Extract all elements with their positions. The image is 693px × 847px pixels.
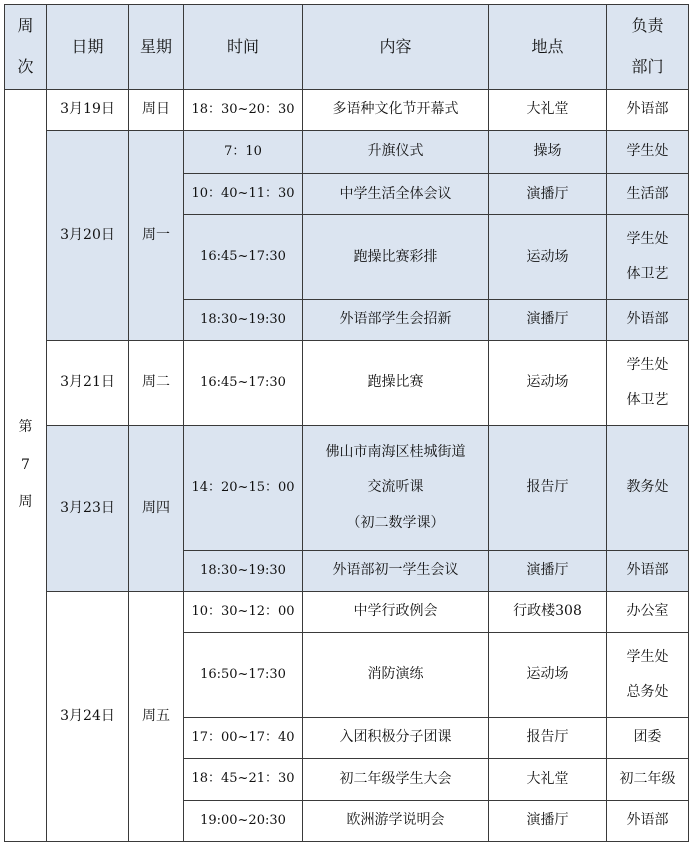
dept-cell: 外语部 — [607, 550, 689, 591]
weekday-cell: 周四 — [129, 425, 184, 591]
date-cell: 3月23日 — [47, 425, 129, 591]
header-dept: 负责 部门 — [607, 5, 689, 90]
content-cell: 消防演练 — [303, 633, 489, 718]
content-cell: 欧洲游学说明会 — [303, 800, 489, 841]
dept-cell: 外语部 — [607, 89, 689, 130]
location-cell: 报告厅 — [489, 717, 607, 758]
dept-cell: 办公室 — [607, 592, 689, 633]
location-cell: 大礼堂 — [489, 759, 607, 800]
header-date: 日期 — [47, 5, 129, 90]
time-cell: 16:45~17:30 — [184, 215, 303, 300]
table-row — [5, 341, 689, 426]
time-cell: 19:00~20:30 — [184, 800, 303, 841]
header-location: 地点 — [489, 5, 607, 90]
header-weekday: 星期 — [129, 5, 184, 90]
location-cell: 操场 — [489, 130, 607, 173]
time-cell: 17：00~17：40 — [184, 717, 303, 758]
content-cell: 跑操比赛 — [303, 341, 489, 426]
dept-cell: 学生处 体卫艺 — [607, 215, 689, 300]
time-cell: 16:50~17:30 — [184, 633, 303, 718]
time-cell: 18:30~19:30 — [184, 300, 303, 341]
date-cell: 3月21日 — [47, 341, 129, 426]
time-cell: 10：40~11：30 — [184, 174, 303, 215]
date-cell: 3月24日 — [47, 592, 129, 842]
content-cell: 外语部学生会招新 — [303, 300, 489, 341]
header-week: 周 次 — [5, 5, 47, 90]
dept-cell: 学生处 总务处 — [607, 633, 689, 718]
content-cell: 初二年级学生大会 — [303, 759, 489, 800]
location-cell: 行政楼308 — [489, 592, 607, 633]
weekday-cell: 周五 — [129, 592, 184, 842]
time-cell: 16:45~17:30 — [184, 341, 303, 426]
time-cell: 7：10 — [184, 130, 303, 173]
dept-cell: 团委 — [607, 717, 689, 758]
time-cell: 18：45~21：30 — [184, 759, 303, 800]
schedule-table — [4, 4, 689, 842]
location-cell: 演播厅 — [489, 800, 607, 841]
time-cell: 10：30~12：00 — [184, 592, 303, 633]
dept-cell: 学生处 体卫艺 — [607, 341, 689, 426]
location-cell: 大礼堂 — [489, 89, 607, 130]
date-cell: 3月19日 — [47, 89, 129, 130]
table-row — [5, 425, 689, 550]
location-cell: 运动场 — [489, 633, 607, 718]
content-cell: 外语部初一学生会议 — [303, 550, 489, 591]
dept-cell: 教务处 — [607, 425, 689, 550]
time-cell: 14：20~15：00 — [184, 425, 303, 550]
dept-cell: 学生处 — [607, 130, 689, 173]
content-cell: 多语种文化节开幕式 — [303, 89, 489, 130]
table-row — [5, 130, 689, 173]
content-cell: 中学行政例会 — [303, 592, 489, 633]
header-row — [5, 5, 689, 90]
dept-cell: 外语部 — [607, 800, 689, 841]
table-row — [5, 89, 689, 130]
weekday-cell: 周日 — [129, 89, 184, 130]
time-cell: 18:30~19:30 — [184, 550, 303, 591]
header-time: 时间 — [184, 5, 303, 90]
location-cell: 演播厅 — [489, 300, 607, 341]
dept-cell: 初二年级 — [607, 759, 689, 800]
location-cell: 运动场 — [489, 215, 607, 300]
location-cell: 演播厅 — [489, 174, 607, 215]
dept-cell: 外语部 — [607, 300, 689, 341]
content-cell: 跑操比赛彩排 — [303, 215, 489, 300]
location-cell: 运动场 — [489, 341, 607, 426]
content-cell: 升旗仪式 — [303, 130, 489, 173]
header-content: 内容 — [303, 5, 489, 90]
date-cell: 3月20日 — [47, 130, 129, 340]
content-cell: 入团积极分子团课 — [303, 717, 489, 758]
table-row — [5, 592, 689, 633]
weekday-cell: 周二 — [129, 341, 184, 426]
location-cell: 报告厅 — [489, 425, 607, 550]
week-label: 第 7 周 — [5, 89, 47, 841]
content-cell: 佛山市南海区桂城街道 交流听课 （初二数学课） — [303, 425, 489, 550]
weekday-cell: 周一 — [129, 130, 184, 340]
dept-cell: 生活部 — [607, 174, 689, 215]
time-cell: 18：30~20：30 — [184, 89, 303, 130]
content-cell: 中学生活全体会议 — [303, 174, 489, 215]
location-cell: 演播厅 — [489, 550, 607, 591]
